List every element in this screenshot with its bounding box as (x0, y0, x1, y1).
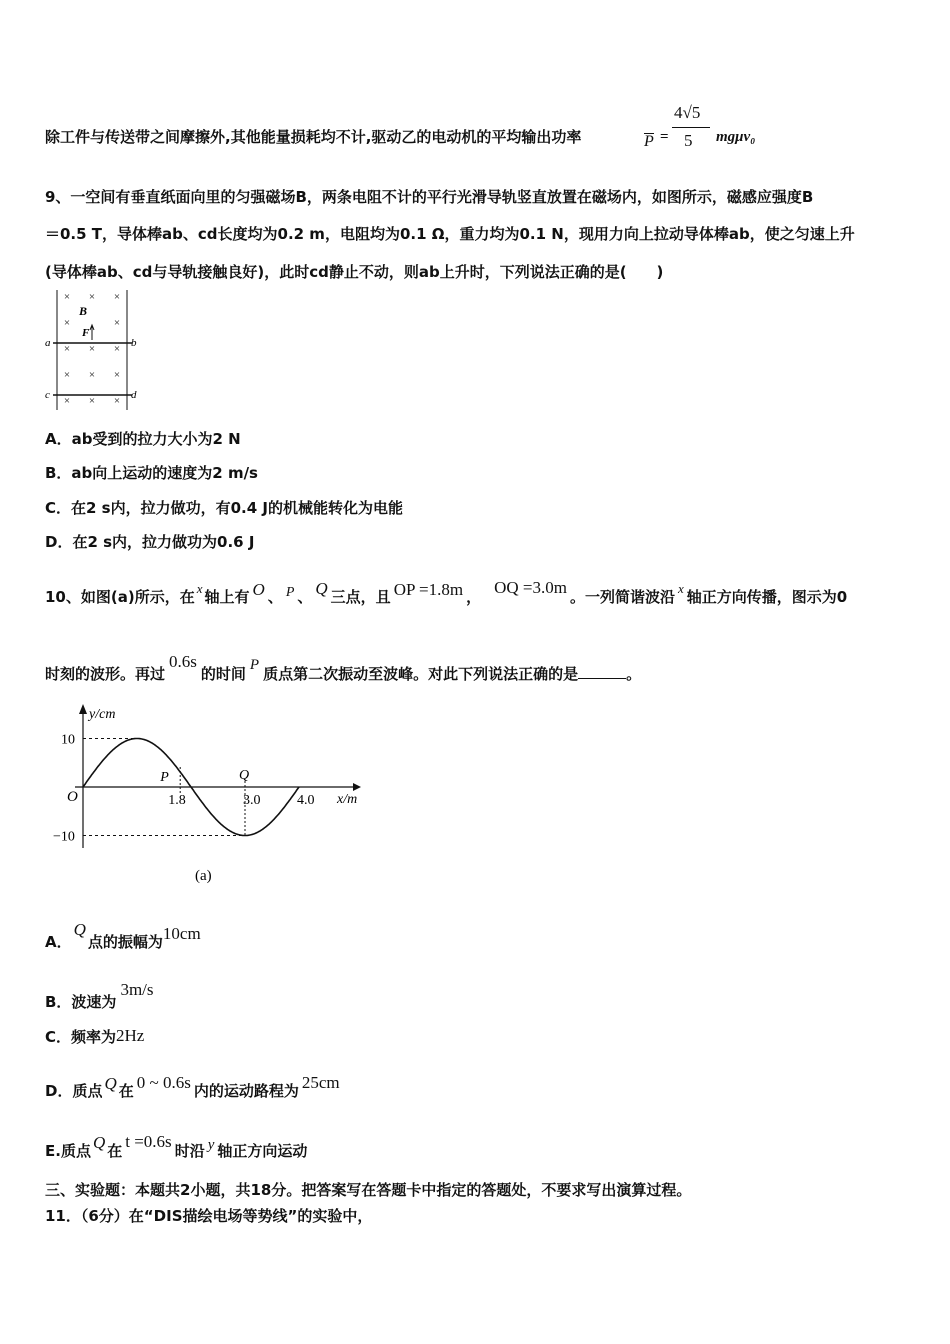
label-d: d (131, 389, 137, 401)
q10-optD-Q: Q (104, 1074, 117, 1093)
q9-option-c[interactable]: C．在2 s内，拉力做功，有0.4 J的机械能转化为电能 (45, 499, 403, 517)
q10-l2-b: 的时间 (200, 665, 246, 683)
q10-optD-range: 0 ~ 0.6s (136, 1073, 191, 1092)
q10-option-e[interactable] (45, 1132, 307, 1161)
q10-l2-end: 。 (626, 665, 642, 683)
q9-option-b[interactable]: B．ab向上运动的速度为2 m/s (45, 464, 258, 482)
field-cross: × (63, 395, 71, 407)
q10-sep1: 、 (267, 588, 283, 606)
field-cross: × (63, 317, 71, 329)
field-cross: × (63, 343, 71, 355)
q10-P: P (285, 585, 295, 600)
field-cross: × (88, 291, 96, 303)
fraction-numerator: 4√5 (674, 103, 701, 122)
tick-label-4-0: 4.0 (297, 793, 315, 808)
q10-optE-y: y (207, 1137, 215, 1153)
q10-optA-Q: Q (73, 920, 86, 939)
q9-line1: 9、一空间有垂直纸面向里的匀强磁场B，两条电阻不计的平行光滑导轨竖直放置在磁场内，如图所示，磁感应强度B (45, 188, 814, 206)
q10-x1: x (196, 581, 203, 596)
field-cross: × (113, 291, 121, 303)
field-crosses (64, 291, 120, 407)
q10-optE-end: 轴正方向运动 (217, 1142, 308, 1160)
q9-line3: (导体棒ab、cd与导轨接触良好)，此时cd静止不动，则ab上升时，下列说法正确的是( ) (45, 263, 664, 281)
label-B: B (79, 304, 88, 318)
q10-x2: x (678, 581, 684, 596)
field-cross: × (113, 317, 121, 329)
point-label-P: P (160, 770, 169, 785)
answer-blank[interactable] (578, 663, 626, 679)
chart-caption: (a) (195, 868, 212, 884)
field-cross: × (88, 395, 96, 407)
x-axis-label: x/m (337, 792, 358, 807)
q10-l1-e: 轴正方向传播，图示为0 (686, 588, 848, 606)
q10-optC-txt: C．频率为 (45, 1028, 117, 1046)
q10-l1-b: 轴上有 (204, 588, 250, 606)
q10-l2-c: 质点第二次振动至波峰。对此下列说法正确的是 (263, 665, 579, 683)
tick-label-y-10: 10 (61, 732, 75, 748)
top-line (45, 127, 581, 147)
q10-t06: 0.6s (169, 652, 197, 671)
q10-option-a[interactable] (45, 920, 201, 952)
q9-figure (40, 288, 150, 413)
tick-label-origin: O (67, 789, 78, 805)
q10-option-b[interactable] (45, 980, 154, 1012)
tick-label-y-neg10: −10 (53, 829, 75, 845)
x-axis-arrow (353, 783, 361, 791)
tick-label-3-0: 3.0 (243, 793, 261, 808)
q10-optB-txt: B．波速为 (45, 993, 117, 1011)
wave-chart (45, 700, 375, 890)
q10-optA-txt: 点的振幅为 (87, 933, 163, 951)
q10-option-c[interactable] (45, 1026, 144, 1047)
q9-option-d[interactable]: D．在2 s内，拉力做功为0.6 J (45, 533, 255, 551)
q10-optA-pre: A． (45, 933, 72, 951)
q9-option-a[interactable]: A．ab受到的拉力大小为2 N (45, 430, 241, 448)
q10-sep2: 、 (297, 588, 313, 606)
label-a: a (45, 337, 51, 349)
field-cross: × (63, 369, 71, 381)
power-eq: = (660, 129, 669, 145)
q10-optC-val: 2Hz (116, 1026, 145, 1045)
field-cross: × (113, 343, 121, 355)
tick-label-1-8: 1.8 (168, 793, 186, 808)
fraction-bar (672, 127, 710, 128)
q9-line2: ＝0.5 T，导体棒ab、cd长度均为0.2 m，电阻均为0.1 Ω，重力均为0.1 N，现用力向上拉动导体棒ab，使之匀速上升 (45, 225, 855, 243)
y-axis-arrow (79, 704, 87, 714)
q10-line1 (45, 578, 847, 607)
field-cross: × (88, 343, 96, 355)
y-axis-label: y/cm (89, 707, 116, 722)
q10-optE-t: t =0.6s (125, 1132, 172, 1151)
label-b: b (131, 337, 137, 349)
q10-optD-mid: 在 (118, 1082, 134, 1100)
section3-heading: 三、实验题：本题共2小题，共18分。把答案写在答题卡中指定的答题处，不要求写出演算过程。 (45, 1181, 692, 1199)
label-c: c (45, 389, 50, 401)
q10-l1-c: 三点，且 (330, 588, 391, 606)
field-cross: × (113, 395, 121, 407)
fraction-denominator: 5 (684, 131, 693, 150)
q10-OQ: OQ =3.0m (494, 578, 567, 597)
q10-OP: OP =1.8m (393, 580, 464, 599)
power-tail: mgμv₀ (716, 129, 756, 145)
q10-line2 (45, 652, 641, 684)
q10-optD-txt: 内的运动路程为 (193, 1082, 299, 1100)
q10-optA-val: 10cm (162, 924, 201, 943)
q10-comma: ， (466, 588, 482, 606)
label-F: F (82, 327, 90, 339)
q10-Q: Q (315, 579, 328, 598)
q10-optD-val: 25cm (301, 1073, 340, 1092)
q10-optE-txt: 时沿 (174, 1142, 205, 1160)
q10-P2: P (249, 657, 260, 673)
field-cross: × (88, 369, 96, 381)
power-bar-p: P (644, 133, 654, 150)
q11-text: 11．（6分）在“DIS描绘电场等势线”的实验中， (45, 1207, 373, 1225)
q10-O: O (252, 580, 265, 599)
q10-optD-pre: D．质点 (45, 1082, 103, 1100)
top-line-text: 除工件与传送带之间摩擦外,其他能量损耗均不计,驱动乙的电动机的平均输出功率 (45, 128, 582, 146)
q10-l1-a: 10、如图(a)所示，在 (45, 588, 195, 606)
q10-l2-a: 时刻的波形。再过 (45, 665, 166, 683)
q10-optE-mid: 在 (107, 1142, 123, 1160)
field-cross: × (113, 369, 121, 381)
q10-optB-val: 3m/s (120, 980, 154, 999)
q10-optE-Q: Q (92, 1133, 106, 1152)
q10-l1-d: 。一列简谐波沿 (570, 588, 676, 606)
q10-option-d[interactable] (45, 1073, 340, 1101)
q10-optE-pre: E.质点 (45, 1142, 91, 1160)
field-cross: × (63, 291, 71, 303)
point-label-Q: Q (239, 768, 250, 783)
